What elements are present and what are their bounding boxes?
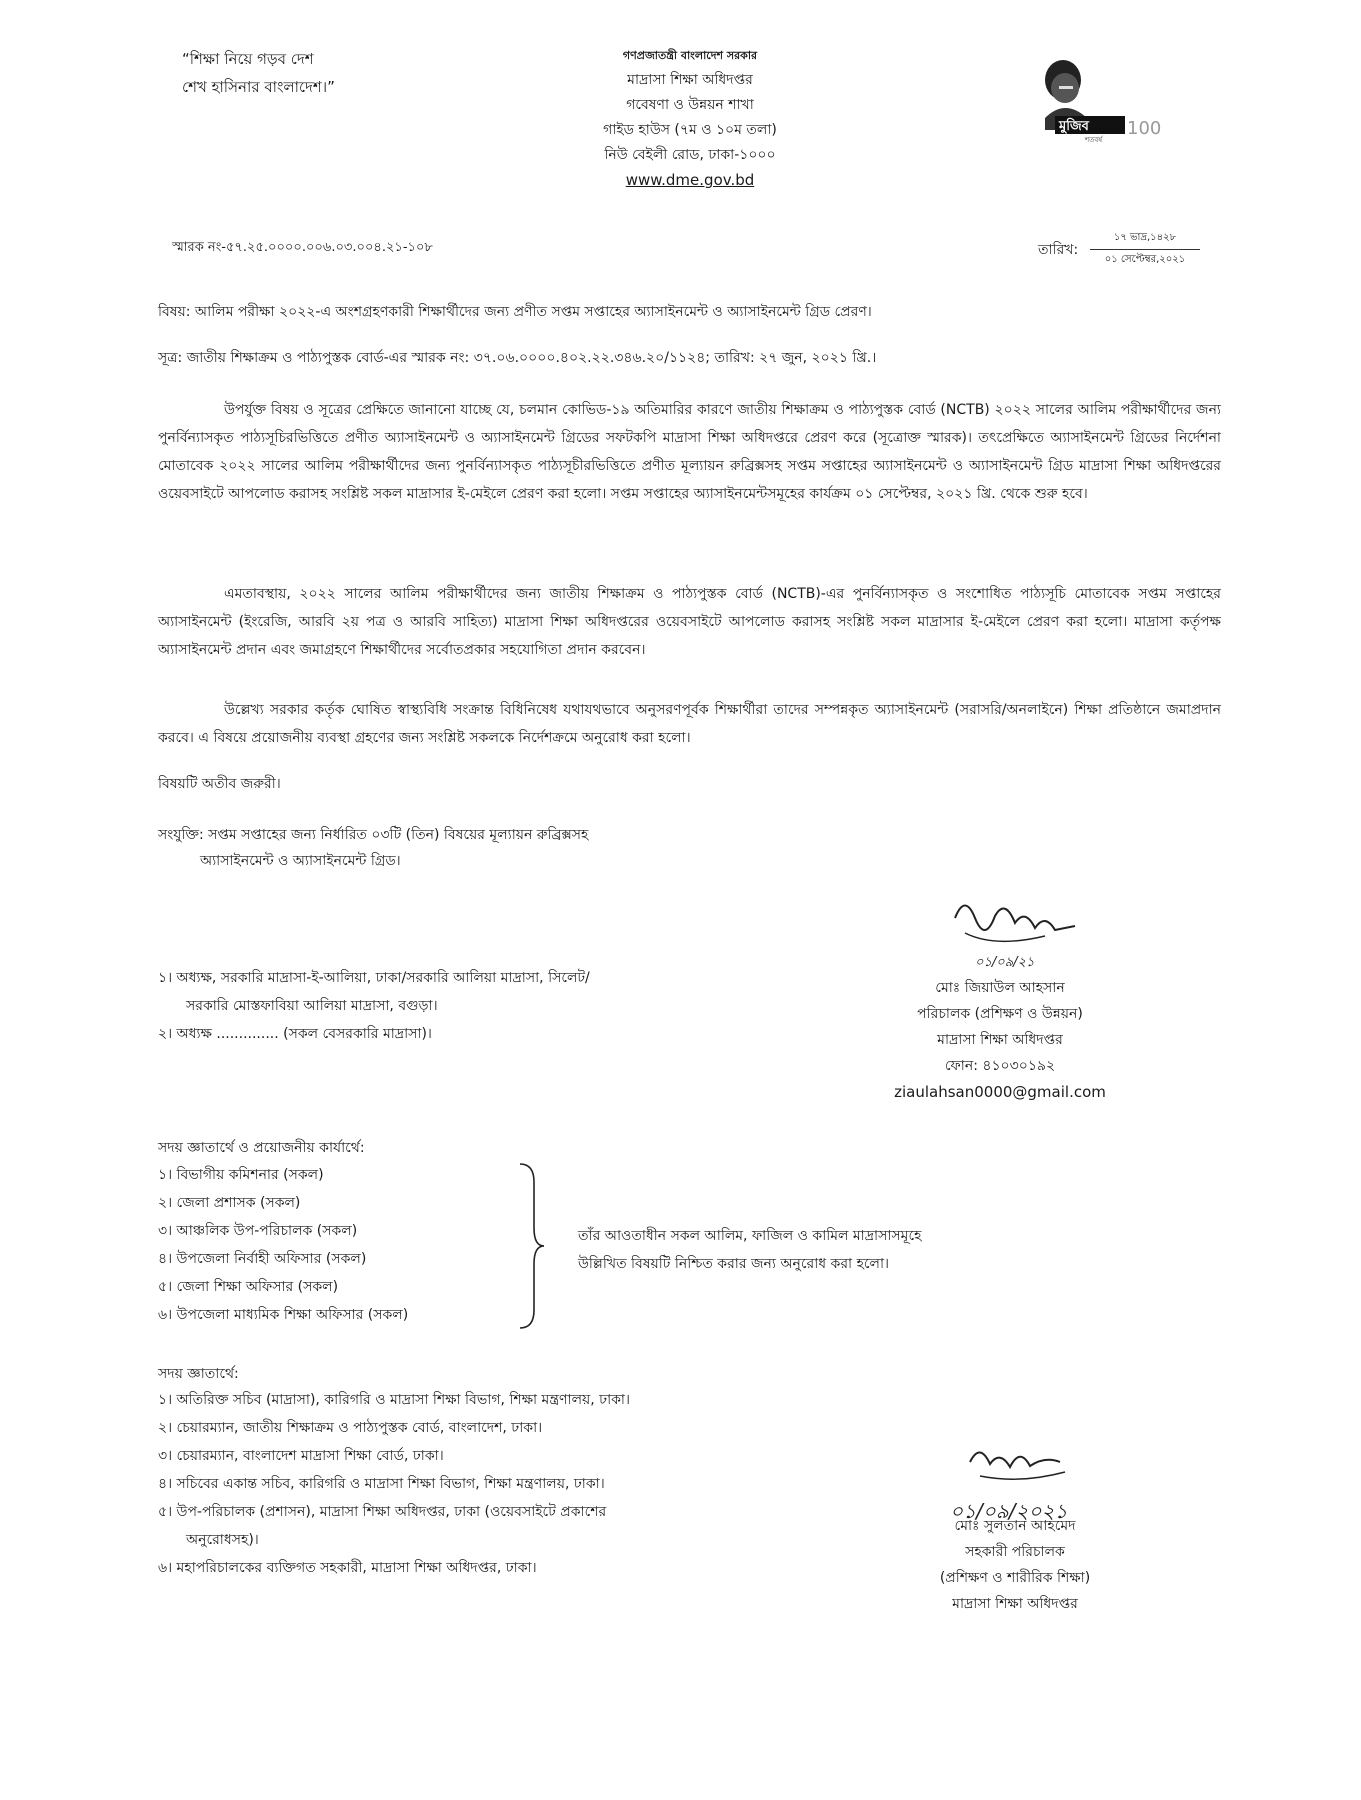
distribution-list (158, 964, 590, 1048)
info-action-item: ৪। উপজেলা নির্বাহী অফিসার (সকল) (158, 1251, 367, 1267)
info-item: ৬। মহাপরিচালকের ব্যক্তিগত সহকারী, মাদ্রাসা শিক্ষা অধিদপ্তর, ঢাকা। (158, 1560, 537, 1576)
office-address: নিউ বেইলী রোড, ঢাকা-১০০০ (604, 147, 776, 163)
info-action-item: ৫। জেলা শিক্ষা অফিসার (সকল) (158, 1279, 339, 1295)
body-paragraph-3: উল্লেখ্য সরকার কর্তৃক ঘোষিত স্বাস্থ্যবিধি সংক্রান্ত বিধিনিষেধ যথাযথভাবে অনুসরণপূর্বক শিক্ষার্থীরা তাদের সম্পন্নকৃত অ্যাসাইনমেন্ট (সরাসরি/অনলাইনে) শিক্ষা প্রতিষ্ঠানে জমাপ্রদান করবে। এ বিষয়ে প্রয়োজনীয় ব্যবস্থা গ্রহণের জন্য সংশ্লিষ্ট সকলকে নির্দেশক্রমে অনুরোধ করা হলো। (158, 702, 1221, 746)
mujib-100-logo (1015, 48, 1185, 148)
signatory-1-phone: ফোন: ৪১০৩০১৯২ (944, 1058, 1056, 1074)
info-action-list (158, 1161, 408, 1329)
signatory-1-name: মোঃ জিয়াউল আহসান (935, 980, 1065, 996)
info-action-item: ২। জেলা প্রশাসক (সকল) (158, 1195, 301, 1211)
website-link[interactable]: www.dme.gov.bd (625, 171, 755, 189)
info-item: ৪। সচিবের একান্ত সচিব, কারিগরি ও মাদ্রাসা শিক্ষা বিভাগ, শিক্ষা মন্ত্রণালয়, ঢাকা। (158, 1476, 605, 1492)
slogan-line-1: “শিক্ষা নিয়ে গড়ব দেশ (182, 50, 314, 68)
attachment-note (158, 822, 588, 874)
info-action-item: ১। বিভাগীয় কমিশনার (সকল) (158, 1167, 324, 1183)
signatory-1-office: মাদ্রাসা শিক্ষা অধিদপ্তর (937, 1032, 1063, 1048)
logo-text: মুজিব (1059, 119, 1089, 134)
attachment-line-2: অ্যাসাইনমেন্ট ও অ্যাসাইনমেন্ট গ্রিড। (200, 853, 401, 869)
body-paragraph-1: উপর্যুক্ত বিষয় ও সূত্রের প্রেক্ষিতে জানানো যাচ্ছে যে, চলমান কোভিড-১৯ অতিমারির কারণে জাতীয় শিক্ষাক্রম ও পাঠ্যপুস্তক বোর্ড (NCTB) ২০২২ সালের আলিম পরীক্ষার্থীদের জন্য পুনর্বিন্যাসকৃত পাঠ্যসূচিরভিত্তিতে প্রণীত অ্যাসাইনমেন্ট ও অ্যাসাইনমেন্ট গ্রিডের সফটকপি মাদ্রাসা শিক্ষা অধিদপ্তরে প্রেরণ করে (সূত্রোক্ত স্মারক)। তৎপ্রেক্ষিতে অ্যাসাইনমেন্ট গ্রিডের নির্দেশনা মোতাবেক ২০২২ সালের আলিম পরীক্ষার্থীদের জন্য পুনর্বিন্যাসকৃত পাঠ্যসূচীরভিত্তিতে প্রণীত মূল্যায়ন রুব্রিক্সসহ সপ্তম সপ্তাহের অ্যাসাইনমেন্ট ও অ্যাসাইনমেন্ট গ্রিড মাদ্রাসা শিক্ষা অধিদপ্তরের ওয়েবসাইটে আপলোড করাসহ সংশ্লিষ্ট সকল মাদ্রাসার ই-মেইলে প্রেরণ করা হলো। সপ্তম সপ্তাহের অ্যাসাইনমেন্টসমূহের কার্যক্রম ০১ সেপ্টেম্বর, ২০২১ খ্রি. থেকে শুরু হবে। (158, 402, 1221, 502)
signatory-2-title: সহকারী পরিচালক (965, 1544, 1065, 1560)
info-item: ১। অতিরিক্ত সচিব (মাদ্রাসা), কারিগরি ও মাদ্রাসা শিক্ষা বিভাগ, শিক্ষা মন্ত্রণালয়, ঢাকা। (158, 1392, 630, 1408)
date-bengali: ১৭ ভাদ্র,১৪২৮ (1090, 230, 1200, 250)
attachment-line-1: সংযুক্তি: সপ্তম সপ্তাহের জন্য নির্ধারিত ০৩টি (তিন) বিষয়ের মূল্যায়ন রুব্রিক্সসহ (158, 827, 589, 843)
logo-sub: শতবর্ষ (1085, 136, 1103, 144)
govt-name: গণপ্রজাতন্ত্রী বাংলাদেশ সরকার (622, 49, 758, 62)
office-name: মাদ্রাসা শিক্ষা অধিদপ্তর (627, 72, 753, 88)
signature-1-date: ০১/০৯/২১ (975, 955, 1035, 970)
slogan (182, 45, 335, 101)
slogan-line-2: শেখ হাসিনার বাংলাদেশ।” (182, 78, 335, 96)
signatory-1-email[interactable]: ziaulahsan0000@gmail.com (894, 1083, 1106, 1101)
info-item: ২। চেয়ারম্যান, জাতীয় শিক্ষাক্রম ও পাঠ্যপুস্তক বোর্ড, বাংলাদেশ, ঢাকা। (158, 1420, 543, 1436)
signatory-2-office: মাদ্রাসা শিক্ষা অধিদপ্তর (952, 1596, 1078, 1612)
reference-line: সূত্র: জাতীয় শিক্ষাক্রম ও পাঠ্যপুস্তক বোর্ড-এর স্মারক নং: ৩৭.০৬.০০০০.৪০২.২২.৩৪৬.২০/১১২৪; তারিখ: ২৭ জুন, ২০২১ খ্রি.। (158, 350, 877, 366)
body-paragraph-2: এমতাবস্থায়, ২০২২ সালের আলিম পরীক্ষার্থীদের জন্য জাতীয় শিক্ষাক্রম ও পাঠ্যপুস্তক বোর্ড (NCTB)-এর পুনর্বিন্যাসকৃত ও সংশোধিত পাঠ্যসূচি মোতাবেক সপ্তম সপ্তাহের অ্যাসাইনমেন্ট (ইংরেজি, আরবি ২য় পত্র ও আরবি সাহিত্য) মাদ্রাসা শিক্ষা অধিদপ্তরের ওয়েবসাইটে আপলোড করাসহ সংশ্লিষ্ট সকল মাদ্রাসার ই-মেইলে প্রেরণ করা হলো। মাদ্রাসা কর্তৃপক্ষ অ্যাসাইনমেন্ট প্রদান এবং জমাগ্রহণে শিক্ষার্থীদের সর্বোতপ্রকার সহযোগিতা প্রদান করবেন। (158, 586, 1221, 658)
signatory-1-title: পরিচালক (প্রশিক্ষণ ও উন্নয়ন) (917, 1006, 1083, 1022)
signatory-2 (885, 1513, 1145, 1617)
branch-name: গবেষণা ও উন্নয়ন শাখা (626, 97, 754, 113)
date-gregorian: ০১ সেপ্টেম্বর,২০২১ (1104, 254, 1186, 265)
signature-2-date: ০১/০৯/২০২১ (950, 1499, 1068, 1523)
distribution-item: ১। অধ্যক্ষ, সরকারি মাদ্রাসা-ই-আলিয়া, ঢাকা/সরকারি আলিয়া মাদ্রাসা, সিলেট/ (158, 970, 590, 986)
info-item: ৫। উপ-পরিচালক (প্রশাসন), মাদ্রাসা শিক্ষা অধিদপ্তর, ঢাকা (ওয়েবসাইটে প্রকাশের (158, 1504, 607, 1520)
brace-note: তাঁর আওতাধীন সকল আলিম, ফাজিল ও কামিল মাদ্রাসাসমূহে উল্লিখিত বিষয়টি নিশ্চিত করার জন্য অনুরোধ করা হলো। (578, 1228, 922, 1272)
distribution-item: সরকারি মোস্তফাবিয়া আলিয়া মাদ্রাসা, বগুড়া। (186, 998, 438, 1014)
curly-brace-icon (516, 1162, 546, 1330)
info-item: অনুরোধসহ)। (186, 1532, 259, 1548)
info-item: ৩। চেয়ারম্যান, বাংলাদেশ মাদ্রাসা শিক্ষা বোর্ড, ঢাকা। (158, 1448, 444, 1464)
info-action-heading: সদয় জ্ঞাতার্থে ও প্রয়োজনীয় কার্যার্থে: (158, 1140, 365, 1156)
urgent-note: বিষয়টি অতীব জরুরী। (158, 776, 281, 792)
signatory-1 (855, 975, 1145, 1105)
info-list (158, 1386, 630, 1582)
building-name: গাইড হাউস (৭ম ও ১০ম তলা) (603, 122, 777, 138)
info-heading: সদয় জ্ঞাতার্থে: (158, 1366, 239, 1382)
signatory-2-name: মোঃ সুলতান আহমেদ (954, 1518, 1076, 1534)
date-box (1090, 230, 1200, 269)
signatory-2-subtitle: (প্রশিক্ষণ ও শারীরিক শিক্ষা) (939, 1570, 1091, 1586)
office-header (560, 43, 820, 193)
memo-number: স্মারক নং-৫৭.২৫.০০০০.০০৬.০৩.০০৪.২১-১০৮ (172, 240, 433, 255)
date-label: তারিখ: (1038, 242, 1079, 258)
info-action-item: ৬। উপজেলা মাধ্যমিক শিক্ষা অফিসার (সকল) (158, 1307, 409, 1323)
signature-1-image (935, 888, 1095, 978)
info-action-item: ৩। আঞ্চলিক উপ-পরিচালক (সকল) (158, 1223, 358, 1239)
logo-number: 100 (1127, 118, 1162, 139)
distribution-item: ২। অধ্যক্ষ .............. (সকল বেসরকারি মাদ্রাসা)। (158, 1026, 432, 1042)
subject-line: বিষয়: আলিম পরীক্ষা ২০২২-এ অংশগ্রহণকারী শিক্ষার্থীদের জন্য প্রণীত সপ্তম সপ্তাহের অ্যাসাইনমেন্ট ও অ্যাসাইনমেন্ট গ্রিড প্রেরণ। (158, 304, 872, 320)
